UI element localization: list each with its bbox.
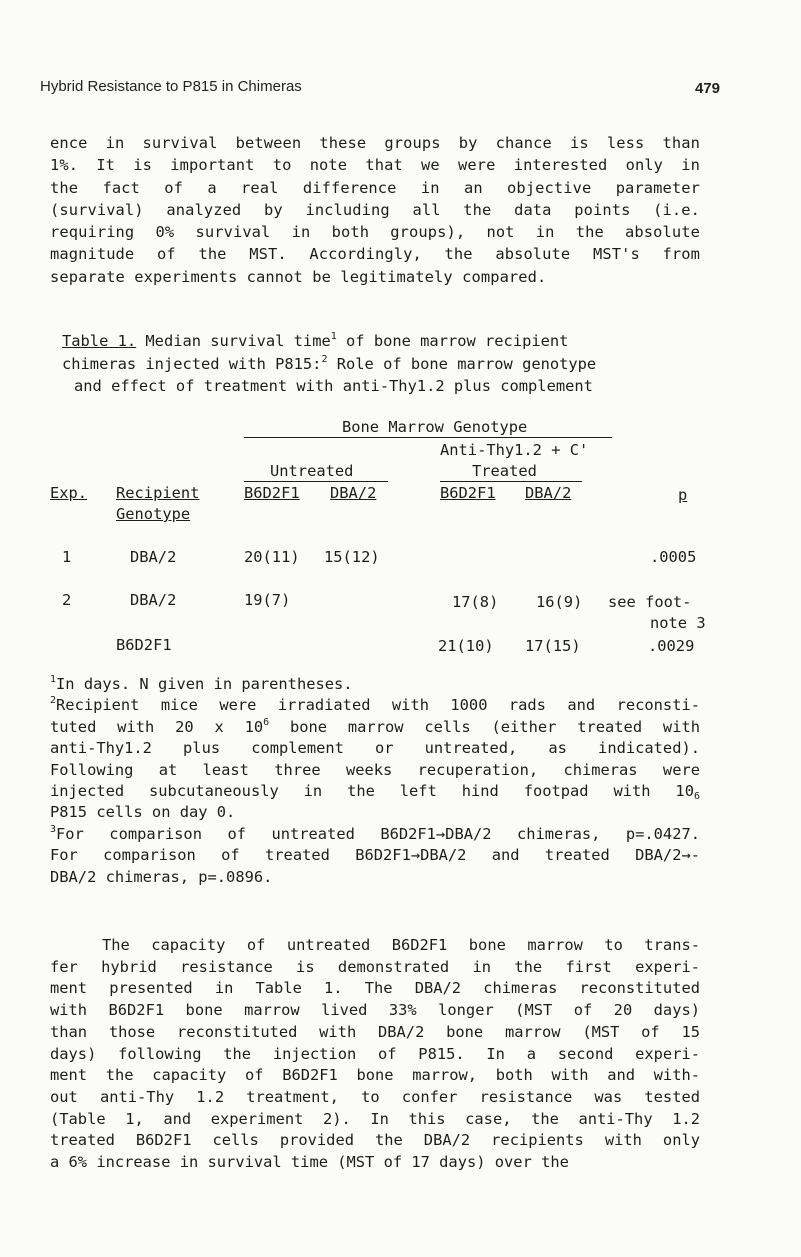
- exponent: 6: [263, 716, 270, 728]
- cell-recipient: B6D2F1: [116, 636, 172, 654]
- paragraph-top: [50, 132, 700, 288]
- footnote-mark: 3: [50, 823, 57, 835]
- cell-treated-dba2: 17(15): [525, 637, 581, 655]
- footnote-text: DBA/2 chimeras, p=.0896.: [50, 867, 273, 886]
- cell-treated-b6d2f1: 17(8): [452, 593, 499, 611]
- footnote-ref-1: 1: [330, 331, 337, 342]
- col-exp: Exp.: [50, 484, 88, 502]
- treated-rule: [440, 481, 582, 482]
- caption-text: chimeras injected with P815:: [62, 354, 322, 373]
- text-line: (Table 1, and experiment 2). In this case, the anti-Thy 1.2: [50, 1109, 700, 1128]
- footnote-text: In days. N given in parentheses.: [56, 675, 353, 693]
- footnote-text: For comparison of untreated B6D2F1→DBA/2 chimeras, p=.0427.: [56, 824, 700, 843]
- text-line: a 6% increase in survival time (MST of 17 days) over the: [50, 1153, 569, 1172]
- table-caption: [62, 330, 702, 398]
- cell-p-continued: note 3: [650, 614, 706, 632]
- footnote-text: P815 cells on day 0.: [50, 803, 236, 822]
- caption-text: Role of bone marrow genotype: [327, 354, 597, 373]
- text-line: ence in survival between these groups by chance is less than: [50, 134, 700, 152]
- exponent: 6: [693, 791, 700, 803]
- col-b6d2f1-untreated: B6D2F1: [244, 484, 300, 502]
- cell-p: see foot-: [608, 593, 692, 611]
- footnote-text: anti-Thy1.2 plus complement or untreated, as indicated).: [50, 739, 700, 758]
- text-line: than those reconstituted with DBA/2 bone marrow (MST of 15: [50, 1022, 700, 1041]
- text-line: requiring 0% survival in both groups), not in the absolute: [50, 223, 700, 242]
- footnote-3: [50, 824, 700, 888]
- footnote-ref-2: 2: [321, 353, 328, 365]
- footnote-text: injected subcutaneously in the left hind footpad with 10: [50, 782, 694, 801]
- page-number: 479: [694, 80, 720, 97]
- caption-text: and effect of treatment with anti-Thy1.2 plus complement: [74, 377, 593, 395]
- cell-exp: 1: [62, 548, 72, 566]
- untreated-rule: [244, 481, 388, 482]
- running-head: [40, 78, 720, 95]
- cell-recipient: DBA/2: [130, 591, 177, 609]
- text-line: treated B6D2F1 cells provided the DBA/2 recipients with only: [50, 1131, 700, 1150]
- col-p: p: [678, 486, 688, 504]
- caption-text: Median survival time: [136, 332, 331, 350]
- col-recipient: Recipient: [116, 484, 200, 502]
- footnote-mark: 1: [50, 674, 57, 685]
- footnote-2: [50, 695, 700, 823]
- treated-header-line1: Anti-Thy1.2 + C': [440, 441, 589, 459]
- cell-treated-b6d2f1: 21(10): [438, 637, 494, 655]
- paragraph-bottom: [50, 935, 700, 1174]
- text-line: 1%. It is important to note that we were interested only in: [50, 156, 700, 175]
- text-line: ment the capacity of B6D2F1 bone marrow, both with and with-: [50, 1066, 700, 1085]
- cell-untreated-b6d2f1: 20(11): [244, 548, 300, 566]
- text-line: (survival) analyzed by including all the data points (i.e.: [50, 200, 700, 219]
- cell-untreated-b6d2f1: 19(7): [244, 591, 291, 609]
- caption-text: of bone marrow recipient: [336, 332, 569, 350]
- cell-recipient: DBA/2: [130, 548, 177, 566]
- col-recipient-genotype: Genotype: [116, 505, 191, 523]
- text-line: fer hybrid resistance is demonstrated in the first experi-: [50, 957, 700, 976]
- group-rule: [244, 437, 612, 438]
- footnote-text: For comparison of treated B6D2F1→DBA/2 and treated DBA/2→-: [50, 846, 700, 865]
- footnote-text: Following at least three weeks recuperation, chimeras were: [50, 760, 700, 779]
- footnote-text: bone marrow cells (either treated with: [269, 717, 700, 736]
- col-dba2-untreated: DBA/2: [330, 484, 377, 502]
- cell-p: .0029: [648, 637, 695, 655]
- table-label: Table 1.: [62, 332, 137, 350]
- footnote-mark: 2: [50, 695, 57, 707]
- untreated-header: Untreated: [270, 462, 354, 480]
- text-line: The capacity of untreated B6D2F1 bone marrow to trans-: [102, 936, 700, 954]
- footnote-text: tuted with 20 x 10: [50, 717, 264, 736]
- text-line: ment presented in Table 1. The DBA/2 chimeras reconstituted: [50, 979, 700, 998]
- treated-header-line2: Treated: [472, 462, 537, 480]
- text-line: days) following the injection of P815. In a second experi-: [50, 1044, 700, 1063]
- text-line: the fact of a real difference in an objective parameter: [50, 178, 700, 197]
- text-line: magnitude of the MST. Accordingly, the absolute MST's from: [50, 245, 700, 264]
- table-footnotes: [50, 674, 700, 888]
- cell-untreated-dba2: 15(12): [324, 548, 380, 566]
- cell-exp: 2: [62, 591, 72, 609]
- text-line: separate experiments cannot be legitimately compared.: [50, 267, 547, 286]
- running-head-title: Hybrid Resistance to P815 in Chimeras: [40, 78, 302, 95]
- footnote-1: [50, 674, 700, 695]
- text-line: out anti-Thy 1.2 treatment, to confer resistance was tested: [50, 1087, 700, 1106]
- col-dba2-treated: DBA/2: [525, 484, 572, 502]
- footnote-text: Recipient mice were irradiated with 1000 rads and reconsti-: [56, 696, 700, 715]
- group-header: Bone Marrow Genotype: [342, 418, 528, 436]
- cell-p: .0005: [650, 548, 697, 566]
- cell-treated-dba2: 16(9): [536, 593, 583, 611]
- text-line: with B6D2F1 bone marrow lived 33% longer (MST of 20 days): [50, 1001, 700, 1020]
- col-b6d2f1-treated: B6D2F1: [440, 484, 496, 502]
